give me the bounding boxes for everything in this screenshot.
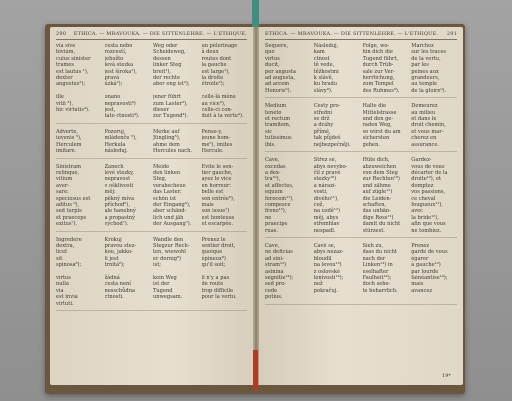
czech-column: Cesty pro- střední se drž a dráhy přímé, tak půjdeš nejbezpečněji. xyxy=(313,103,351,148)
latin-column: via sive bivium, cuius sinister trames est lautus ¹), dexter angustus²); ille vitii ³), hic virtutis⁴). xyxy=(56,43,91,114)
czech-column: Pozoruj, mládenče ⁵), Herkula následuj. xyxy=(104,128,137,155)
french-column: Demeurez au milieu et dans le droit chemin, et vous mar- cherez en assurance. xyxy=(411,103,446,148)
signature-mark: 19* xyxy=(442,373,451,379)
latin-column: Cave, ne deficias ad sini- stram¹³) asinina segnitie¹⁴); sed pro- cede potius. xyxy=(265,242,294,301)
german-column: Folge, wo- hin dich die Tugend führt, durch Trüb- sale zur Ver- herrlichung, zum Tempel des Ruhmes⁹). xyxy=(362,43,400,94)
french-column: Marchez sur les traces de la vertu, par les peines aux grandeurs, au temple de la gloire⁹). xyxy=(411,43,447,94)
right-page xyxy=(259,27,463,385)
right-text-grid xyxy=(265,43,457,371)
latin-column: Adverte, iuvenis ⁵), Herculem imitare. xyxy=(56,128,82,155)
latin-column: Ingredere dextra, licet sit spinosa⁸); virtus nulla via est invia virtuti. xyxy=(56,236,82,307)
text-row xyxy=(265,157,457,238)
left-running-head: ETHICA. — MRAVOUKA. — DIE SITTENLEHRE. — L'ETHIQUE. xyxy=(73,31,247,37)
text-row xyxy=(56,129,247,159)
french-column: Pense-y, jeune hom- me⁵), imites Hercule. xyxy=(201,128,233,155)
french-column: Evite le sen- tier gauche, ayez le vice en horreur: belle est son entrée⁶), mais son issue⁷) est honteuse et escarpée. xyxy=(201,163,235,228)
czech-column: Cavě se, abys nezaz- bloudil na levou¹³) z oslovské lenivosti¹⁴); než pokračuj. xyxy=(313,242,344,294)
czech-column: Následuj, kam ctnost tě vede, těžkostmi k slávě, ku hradu slávy⁹). xyxy=(313,43,339,94)
left-text-grid xyxy=(56,43,247,371)
czech-column: Krokuj pravou stez- kou, jakko- li jest trnitá⁸); žádná cesta není nesschůdna ctnosti. xyxy=(104,236,137,301)
czech-column: cesta nebo rozcestí, jehožto levá stezka jest široka¹), pravá úzká²); onano nepravosti⁴) jest, tato ctnosti⁴). xyxy=(104,43,140,120)
german-column: Weg oder Scheideweg, dessen linker Steg breit¹), der rechte aber eng ist²); jener führt zum Laster³), dieser zur Tugend⁴). xyxy=(153,43,190,120)
text-row xyxy=(265,243,457,305)
latin-column: Sequere, quo virtus ducit, per angusta ad augusta, ad arcem Honoris⁹). xyxy=(265,43,296,94)
left-page-number: 290 xyxy=(56,31,67,37)
text-row xyxy=(265,43,457,98)
french-column: Prenez garde de vous égarer à gauche¹³) par lourde fainéantise¹⁴); mais avancez xyxy=(411,242,448,294)
left-page xyxy=(50,27,253,385)
german-column: Sieh zu, dass du nicht nach der Linken¹³) in eselhafter Faulheit¹⁴); doch sehe- te beharrlich. xyxy=(362,242,398,294)
right-page-number: 291 xyxy=(446,31,457,37)
text-row xyxy=(265,103,457,152)
text-row xyxy=(56,237,247,311)
right-running-head: ETHICA. — MRAVOUKA. — DIE SITTENLEHRE. — L'ETHIQUE. xyxy=(265,31,439,37)
german-column: Wandle den Stegzur Rech- ten, wiewohl er dornig⁸) ist; kein Weg ist der Tugend unwegsam. xyxy=(153,236,190,301)
german-column: Merke auf Jüngling⁵), ahme dem Hercules nach. xyxy=(153,128,192,155)
german-column: Halte die Mittelstrasse und den ge- raden Weg, so wirst du am sichersten gehen. xyxy=(362,103,401,148)
right-page-header xyxy=(265,31,457,40)
french-column: Prenez le sentier droit, quoique épineux⁸) qu'il soit; il n'y a pas de route trop difficile pour la vertu. xyxy=(201,236,237,301)
bookmark-ribbon-bottom xyxy=(253,350,258,390)
latin-column: Sinistram relinque, vitium aver- sare: speciosus est aditus ⁶), sed turpis et praeceps exitus⁷). xyxy=(56,163,91,228)
czech-column: Zanech levé stezky, nepravost v ošklivosti měj: pěkný míva příchod⁶), ale hanebný a propastný východ⁷). xyxy=(104,163,136,228)
german-column: Meide den linken Steg, verabscheue das Laster: schön ist der Eingang⁶), aber schänd- lich und jäh der Ausgang⁷). xyxy=(153,163,192,228)
latin-column: Cave, excedas a dex- tra¹⁰), et affectes, equum ferocem¹¹), compesce freno¹²), ne praecipe ruas. xyxy=(265,157,294,234)
text-row xyxy=(56,43,247,124)
french-column: un pélerinage à deux routes dont la gauche est large¹), la droite étroite²); celle-là mène au vice³), celle-ci con- duit à la vertu⁴). xyxy=(201,43,244,120)
french-column: Gardez- vous de vous décarter de la droite¹⁰), et domptez vos passions, ce cheval fougueux¹¹), avec la bride¹²), afin que vous ne tombiez. xyxy=(411,157,448,234)
text-row xyxy=(56,164,247,232)
bookmark-ribbon-top xyxy=(252,0,259,27)
latin-column: Medium teneto et rectum tramitem, sic tutissimus ibis. xyxy=(265,103,292,148)
czech-column: Střez se, abys nevybo- čil z pravé stezky¹⁰) a nárazi- vosti, divého¹¹), což, na uzdě¹²) měj, abys střemhlav nespadl. xyxy=(313,157,348,234)
german-column: Hüte dich, abzuweichen von dem Steg zur Rechten¹⁰) und zähme auf zügle¹¹) die Leiden- schaften, das unbän- dige Ross¹¹) damit du nicht stürzest. xyxy=(362,157,401,234)
left-page-header xyxy=(56,31,247,40)
